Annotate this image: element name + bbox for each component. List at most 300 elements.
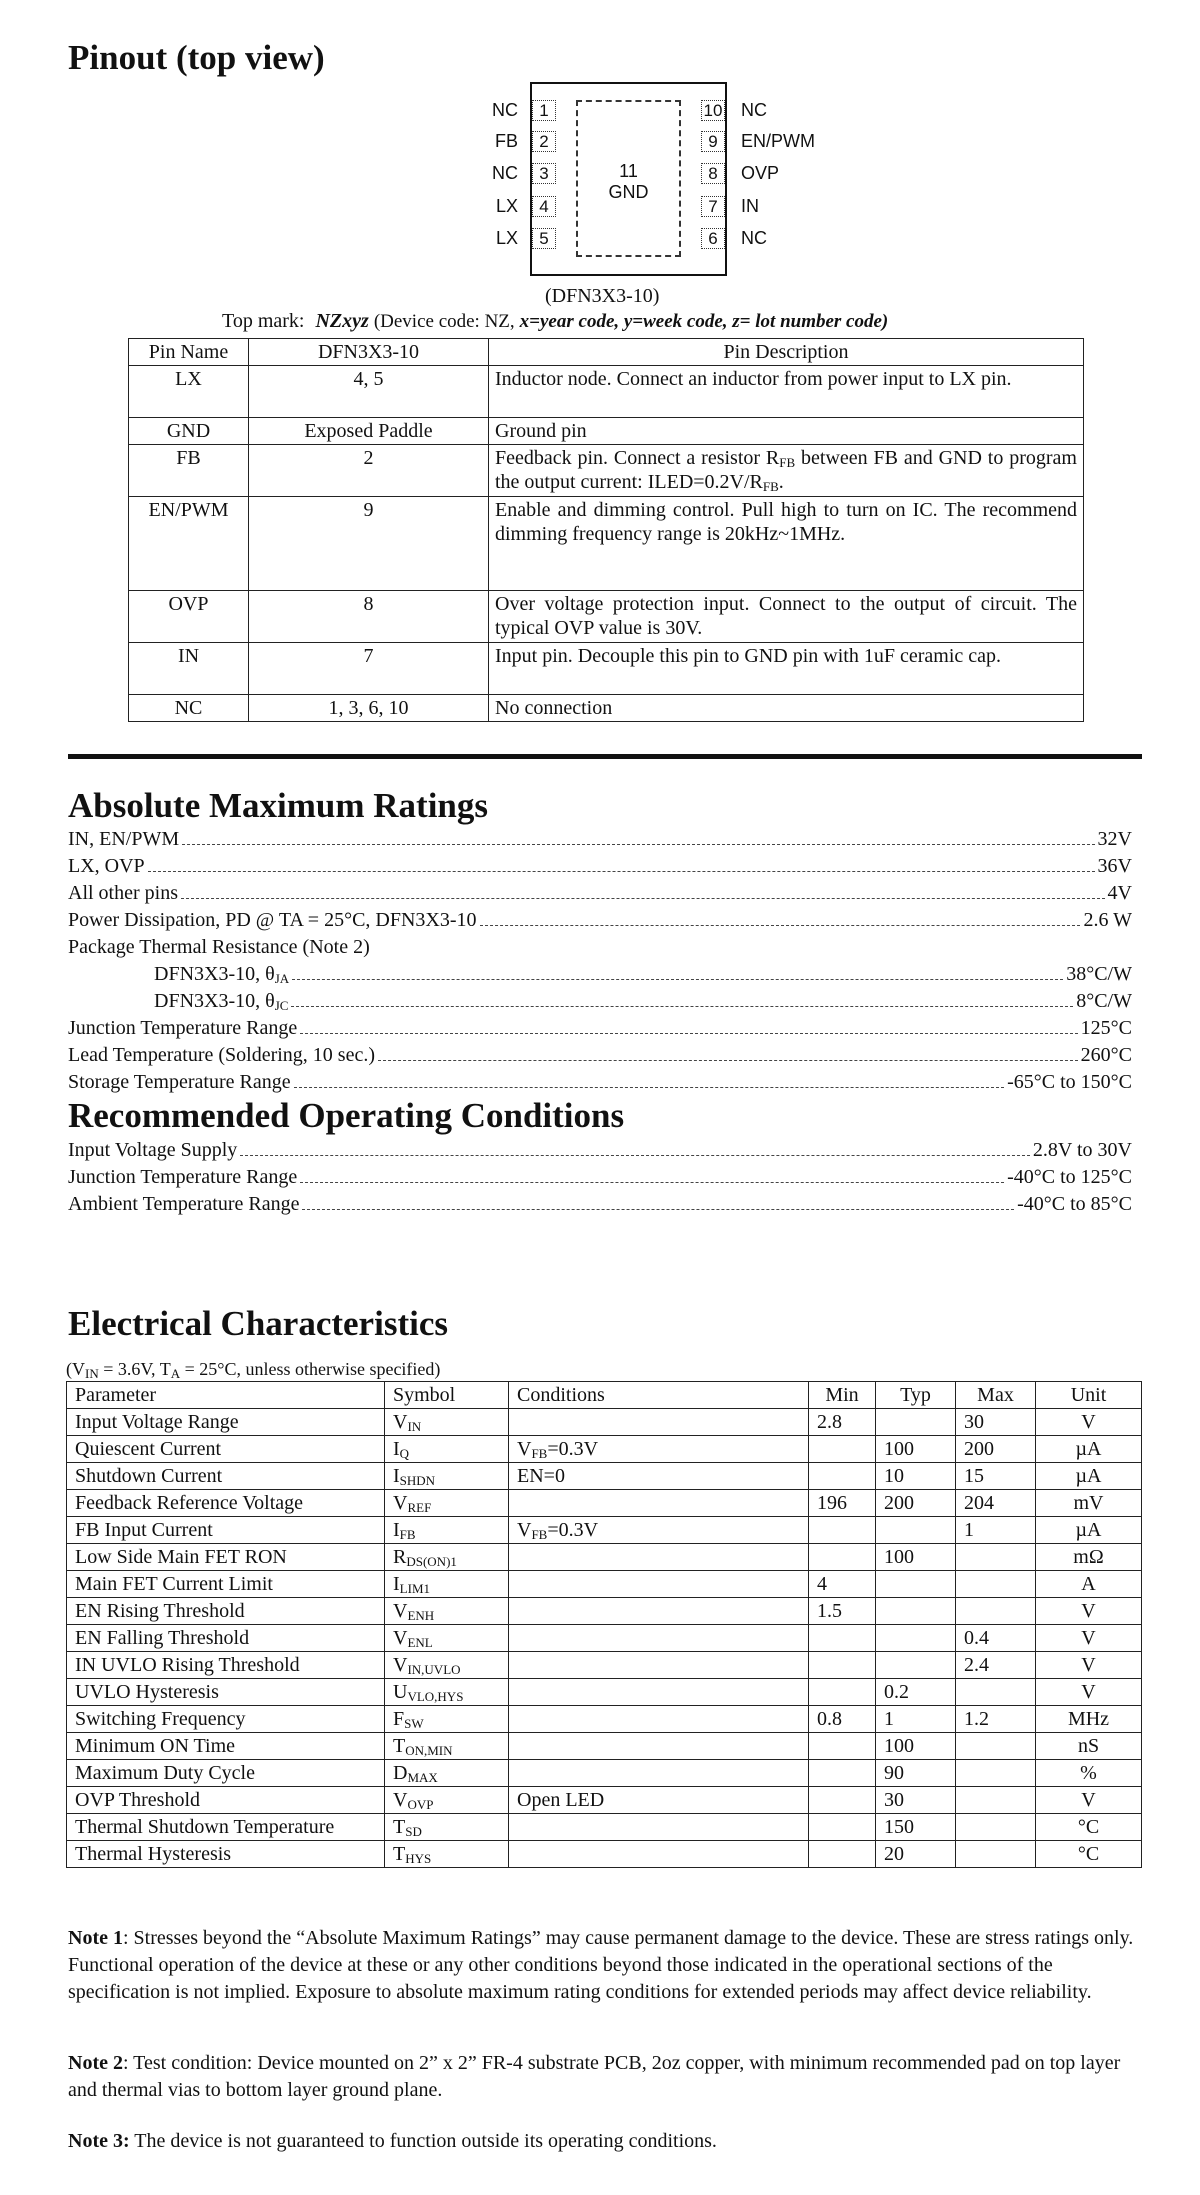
- symbol-sub: Q: [399, 1446, 410, 1461]
- pin-table-row: [129, 418, 1084, 445]
- param-typ: [876, 1598, 956, 1625]
- param-symbol: [385, 1814, 509, 1841]
- leader-dots: [291, 1006, 1073, 1007]
- param-u: µA: [1036, 1517, 1142, 1544]
- symbol-main: R: [393, 1546, 407, 1568]
- symbol-main: D: [393, 1762, 408, 1784]
- param-min: [809, 1436, 876, 1463]
- param-min: [809, 1652, 876, 1679]
- param-symbol: [385, 1436, 509, 1463]
- pin-name: EN/PWM: [129, 497, 249, 591]
- param-name: Shutdown Current: [67, 1463, 385, 1490]
- rating-row: [68, 1164, 1132, 1191]
- param-u: °C: [1036, 1841, 1142, 1868]
- rating-label: [154, 961, 289, 988]
- pin-desc-part: FB: [762, 479, 779, 494]
- param-symbol: [385, 1652, 509, 1679]
- rating-value: 260°C: [1080, 1044, 1132, 1066]
- param-symbol: [385, 1544, 509, 1571]
- pin-description: Ground pin: [489, 418, 1084, 445]
- elec-row: [67, 1517, 1142, 1544]
- pin-name: GND: [129, 418, 249, 445]
- pin-desc-part: .: [778, 471, 784, 493]
- param-symbol: [385, 1706, 509, 1733]
- pin-number-right: 6: [701, 228, 725, 249]
- pin-description-table: [128, 338, 1084, 722]
- pin-table-row: [129, 643, 1084, 695]
- param-typ: [876, 1571, 956, 1598]
- param-symbol: [385, 1760, 509, 1787]
- note: [68, 2128, 1148, 2155]
- param-max: [956, 1760, 1036, 1787]
- param-name: Quiescent Current: [67, 1436, 385, 1463]
- pin-name: LX: [129, 366, 249, 418]
- param-name: Main FET Current Limit: [67, 1571, 385, 1598]
- param-max: 2.4: [956, 1652, 1036, 1679]
- symbol-main: I: [393, 1465, 400, 1487]
- note: [68, 2050, 1148, 2104]
- param-typ: 1: [876, 1706, 956, 1733]
- param-min: [809, 1517, 876, 1544]
- param-min: [809, 1679, 876, 1706]
- top-mark: [222, 310, 888, 333]
- elec-header: Symbol: [385, 1382, 509, 1409]
- note-label: Note 2: [68, 2052, 123, 2074]
- symbol-sub: SHDN: [399, 1473, 436, 1488]
- rating-label: [68, 1137, 237, 1164]
- rating-value: 125°C: [1080, 1017, 1132, 1039]
- param-typ: 100: [876, 1544, 956, 1571]
- param-symbol: [385, 1841, 509, 1868]
- param-min: [809, 1814, 876, 1841]
- cond-c: = 25°C, unless otherwise specified): [180, 1359, 441, 1379]
- rating-label-text: Junction Temperature Range: [68, 1166, 298, 1188]
- param-min: 2.8: [809, 1409, 876, 1436]
- param-conditions: [509, 1490, 809, 1517]
- rating-label-sub: JC: [274, 998, 289, 1013]
- param-conditions: [509, 1760, 809, 1787]
- param-max: 204: [956, 1490, 1036, 1517]
- note: [68, 1925, 1148, 2006]
- param-u: µA: [1036, 1463, 1142, 1490]
- note-label: Note 1: [68, 1927, 123, 1949]
- symbol-main: T: [393, 1843, 406, 1865]
- elec-header: Typ: [876, 1382, 956, 1409]
- rating-label: [68, 880, 178, 907]
- rating-row: [68, 826, 1132, 853]
- param-min: [809, 1625, 876, 1652]
- cond-main: EN=0: [517, 1465, 565, 1487]
- elec-conditions: [66, 1358, 440, 1380]
- rating-label-text: LX, OVP: [68, 855, 145, 877]
- cond-main: V: [517, 1519, 532, 1541]
- elec-header: Parameter: [67, 1382, 385, 1409]
- param-max: [956, 1733, 1036, 1760]
- rating-label-text: Power Dissipation, PD @ TA = 25°C, DFN3X3-10: [68, 909, 477, 931]
- param-max: 1.2: [956, 1706, 1036, 1733]
- symbol-main: V: [393, 1411, 408, 1433]
- pin-description: No connection: [489, 695, 1084, 722]
- pin-number-right: 10: [701, 100, 725, 121]
- param-symbol: [385, 1463, 509, 1490]
- cond-main: V: [517, 1438, 532, 1460]
- rating-label: [68, 1015, 297, 1042]
- param-typ: 10: [876, 1463, 956, 1490]
- param-conditions: [509, 1598, 809, 1625]
- pin-number-left: 5: [532, 228, 556, 249]
- leader-dots: [378, 1060, 1078, 1061]
- note-text: The device is not guaranteed to function outside its operating conditions.: [129, 2130, 717, 2152]
- pin-table-row: [129, 695, 1084, 722]
- symbol-main: V: [393, 1627, 408, 1649]
- rating-value: 38°C/W: [1066, 963, 1132, 985]
- pin-number: Exposed Paddle: [249, 418, 489, 445]
- param-typ: [876, 1625, 956, 1652]
- param-u: MHz: [1036, 1706, 1142, 1733]
- pin-number: 2: [249, 445, 489, 497]
- rating-row: [68, 1015, 1132, 1042]
- elec-row: [67, 1490, 1142, 1517]
- param-min: 196: [809, 1490, 876, 1517]
- rating-label: [68, 1042, 375, 1069]
- leader-dots: [480, 925, 1081, 926]
- leader-dots: [294, 1087, 1005, 1088]
- symbol-sub: REF: [407, 1500, 432, 1515]
- rating-row: [68, 1137, 1132, 1164]
- elec-row: [67, 1544, 1142, 1571]
- elec-row: [67, 1679, 1142, 1706]
- package-name: (DFN3X3-10): [545, 285, 660, 307]
- param-max: [956, 1571, 1036, 1598]
- cond-sub: IN: [85, 1366, 99, 1381]
- symbol-sub: LIM1: [399, 1581, 431, 1596]
- param-name: FB Input Current: [67, 1517, 385, 1544]
- symbol-main: F: [393, 1708, 405, 1730]
- pin-number: 8: [249, 591, 489, 643]
- rating-row: [68, 1042, 1132, 1069]
- param-max: [956, 1544, 1036, 1571]
- param-symbol: [385, 1679, 509, 1706]
- param-typ: 200: [876, 1490, 956, 1517]
- param-conditions: [509, 1841, 809, 1868]
- symbol-sub: SW: [404, 1716, 424, 1731]
- param-min: [809, 1463, 876, 1490]
- param-min: [809, 1841, 876, 1868]
- rating-label: [154, 988, 288, 1015]
- param-symbol: [385, 1625, 509, 1652]
- rating-label: [68, 826, 179, 853]
- pinout-title: Pinout (top view): [68, 38, 325, 77]
- exposed-pad: [576, 100, 681, 257]
- param-u: %: [1036, 1760, 1142, 1787]
- param-conditions: [509, 1517, 809, 1544]
- top-mark-desc-b: x=year code, y=week code, z= lot number code): [519, 311, 889, 332]
- leader-dots: [300, 1033, 1077, 1034]
- param-min: 1.5: [809, 1598, 876, 1625]
- rating-label: [68, 853, 145, 880]
- symbol-sub: IN: [407, 1419, 422, 1434]
- symbol-main: I: [393, 1438, 400, 1460]
- param-u: mV: [1036, 1490, 1142, 1517]
- param-typ: [876, 1409, 956, 1436]
- param-u: A: [1036, 1571, 1142, 1598]
- param-symbol: [385, 1490, 509, 1517]
- param-name: Switching Frequency: [67, 1706, 385, 1733]
- param-min: [809, 1760, 876, 1787]
- rating-label-text: IN, EN/PWM: [68, 828, 180, 850]
- pin-desc-part: Feedback pin. Connect a resistor R: [495, 447, 780, 469]
- elec-row: [67, 1598, 1142, 1625]
- param-u: V: [1036, 1598, 1142, 1625]
- elec-row: [67, 1760, 1142, 1787]
- param-name: Low Side Main FET RON: [67, 1544, 385, 1571]
- pin-number-right: 8: [701, 163, 725, 184]
- elec-header: Min: [809, 1382, 876, 1409]
- cond-tail: =0.3V: [547, 1438, 599, 1460]
- elec-title: Electrical Characteristics: [68, 1304, 448, 1343]
- rec-op-title: Recommended Operating Conditions: [68, 1096, 625, 1135]
- pad-label: GND: [608, 182, 649, 202]
- leader-dots: [181, 898, 1105, 899]
- rating-label-text: Ambient Temperature Range: [68, 1193, 300, 1215]
- leader-dots: [148, 871, 1095, 872]
- rating-value: 2.6 W: [1083, 909, 1132, 931]
- param-name: IN UVLO Rising Threshold: [67, 1652, 385, 1679]
- param-symbol: [385, 1517, 509, 1544]
- param-max: 1: [956, 1517, 1036, 1544]
- rating-label: [68, 907, 477, 934]
- param-conditions: [509, 1544, 809, 1571]
- param-symbol: [385, 1733, 509, 1760]
- pin-name: IN: [129, 643, 249, 695]
- elec-header: Conditions: [509, 1382, 809, 1409]
- param-conditions: [509, 1436, 809, 1463]
- cond-a: (V: [66, 1359, 85, 1379]
- param-conditions: [509, 1625, 809, 1652]
- note-text: : Test condition: Device mounted on 2” x 2” FR-4 substrate PCB, 2oz copper, with minimum recommended pad on top layer and thermal vias to bottom layer ground plane.: [68, 2052, 1121, 2101]
- param-name: EN Rising Threshold: [67, 1598, 385, 1625]
- elec-header: Unit: [1036, 1382, 1142, 1409]
- rating-row: [68, 1069, 1132, 1096]
- rating-value: -65°C to 150°C: [1007, 1071, 1132, 1093]
- rating-value: 36V: [1097, 855, 1132, 877]
- pin-table-row: [129, 497, 1084, 591]
- param-typ: 150: [876, 1814, 956, 1841]
- rating-label-text: Input Voltage Supply: [68, 1139, 238, 1161]
- param-u: V: [1036, 1625, 1142, 1652]
- rating-label-sub: JA: [274, 971, 290, 986]
- symbol-main: I: [393, 1519, 400, 1541]
- elec-row: [67, 1463, 1142, 1490]
- param-typ: 100: [876, 1436, 956, 1463]
- elec-row: [67, 1706, 1142, 1733]
- param-symbol: [385, 1571, 509, 1598]
- chip-outline: [530, 82, 727, 276]
- cond-sub2: A: [170, 1366, 181, 1381]
- leader-dots: [182, 844, 1094, 845]
- pin-label-left: FB: [494, 131, 518, 151]
- rating-label-text: Package Thermal Resistance (Note 2): [68, 936, 370, 958]
- pin-label-right: NC: [741, 228, 767, 248]
- param-symbol: [385, 1598, 509, 1625]
- abs-max-title: Absolute Maximum Ratings: [68, 786, 489, 825]
- symbol-sub: ENH: [407, 1608, 435, 1623]
- param-name: OVP Threshold: [67, 1787, 385, 1814]
- pin-desc-part: between FB and GND to program the output current: ILED=0.2V/R: [495, 447, 1077, 493]
- param-u: V: [1036, 1409, 1142, 1436]
- note-text: : Stresses beyond the “Absolute Maximum Ratings” may cause permanent damage to the device. These are stress ratings only. Functional operation of the device at these or any other conditions beyond those indicated in the operational sections of the specification is not implied. Exposure to absolute maximum rating conditions for extended periods may affect device reliability.: [68, 1927, 1134, 2003]
- param-max: [956, 1787, 1036, 1814]
- leader-dots: [300, 1182, 1004, 1183]
- cond-b: = 3.6V, T: [98, 1359, 171, 1379]
- pin-table-header: Pin Description: [489, 339, 1084, 366]
- param-name: EN Falling Threshold: [67, 1625, 385, 1652]
- param-conditions: [509, 1652, 809, 1679]
- pin-table-header: Pin Name: [129, 339, 249, 366]
- param-conditions: [509, 1679, 809, 1706]
- rating-row: [68, 907, 1132, 934]
- param-u: µA: [1036, 1436, 1142, 1463]
- rating-label: [68, 1164, 297, 1191]
- param-conditions: [509, 1409, 809, 1436]
- symbol-sub: MAX: [407, 1770, 438, 1785]
- rating-row: [154, 961, 1132, 988]
- pin-number-right: 9: [701, 131, 725, 152]
- param-typ: 100: [876, 1733, 956, 1760]
- param-min: [809, 1544, 876, 1571]
- param-u: V: [1036, 1787, 1142, 1814]
- rating-label-text: Storage Temperature Range: [68, 1071, 291, 1093]
- cond-sub: FB: [531, 1446, 548, 1461]
- param-max: 15: [956, 1463, 1036, 1490]
- pin-description: Over voltage protection input. Connect to the output of circuit. The typical OVP value is 30V.: [489, 591, 1084, 643]
- note-label: Note 3:: [68, 2130, 130, 2152]
- param-name: Thermal Shutdown Temperature: [67, 1814, 385, 1841]
- rating-label-text: DFN3X3-10, θ: [154, 963, 275, 985]
- pin-number: 4, 5: [249, 366, 489, 418]
- param-min: [809, 1787, 876, 1814]
- cond-main: Open LED: [517, 1789, 605, 1811]
- rating-value: 8°C/W: [1076, 990, 1132, 1012]
- cond-tail: =0.3V: [547, 1519, 599, 1541]
- elec-row: [67, 1814, 1142, 1841]
- symbol-main: V: [393, 1600, 408, 1622]
- pin-description: Input pin. Decouple this pin to GND pin with 1uF ceramic cap.: [489, 643, 1084, 695]
- pin-number-left: 4: [532, 196, 556, 217]
- symbol-sub: OVP: [407, 1797, 434, 1812]
- param-symbol: [385, 1409, 509, 1436]
- rating-row: [68, 1191, 1132, 1218]
- param-typ: 20: [876, 1841, 956, 1868]
- param-name: Maximum Duty Cycle: [67, 1760, 385, 1787]
- elec-row: [67, 1436, 1142, 1463]
- symbol-main: T: [393, 1816, 406, 1838]
- rating-label-text: DFN3X3-10, θ: [154, 990, 275, 1012]
- leader-dots: [240, 1155, 1030, 1156]
- param-name: Feedback Reference Voltage: [67, 1490, 385, 1517]
- pin-table-header: DFN3X3-10: [249, 339, 489, 366]
- electrical-table: [66, 1381, 1142, 1868]
- rating-row: [68, 934, 1132, 961]
- param-u: V: [1036, 1652, 1142, 1679]
- param-max: 0.4: [956, 1625, 1036, 1652]
- param-typ: 30: [876, 1787, 956, 1814]
- param-conditions: [509, 1787, 809, 1814]
- elec-row: [67, 1625, 1142, 1652]
- param-name: Thermal Hysteresis: [67, 1841, 385, 1868]
- rating-label-text: Junction Temperature Range: [68, 1017, 298, 1039]
- elec-row: [67, 1787, 1142, 1814]
- symbol-sub: FB: [399, 1527, 416, 1542]
- rating-row: [154, 988, 1132, 1015]
- elec-row: [67, 1841, 1142, 1868]
- pin-desc-part: FB: [779, 455, 796, 470]
- param-u: nS: [1036, 1733, 1142, 1760]
- pin-table-row: [129, 366, 1084, 418]
- param-max: 30: [956, 1409, 1036, 1436]
- rating-label: [68, 934, 370, 961]
- pin-number: 1, 3, 6, 10: [249, 695, 489, 722]
- symbol-sub: ON,MIN: [405, 1743, 453, 1758]
- pin-number-left: 1: [532, 100, 556, 121]
- top-mark-desc-a: (Device code: NZ,: [373, 311, 515, 332]
- param-conditions: [509, 1814, 809, 1841]
- symbol-sub: HYS: [405, 1851, 432, 1866]
- pin-description: Inductor node. Connect an inductor from power input to LX pin.: [489, 366, 1084, 418]
- param-symbol: [385, 1787, 509, 1814]
- pin-table-row: [129, 591, 1084, 643]
- rating-label-text: Lead Temperature (Soldering, 10 sec.): [68, 1044, 376, 1066]
- pin-description: [489, 445, 1084, 497]
- param-max: [956, 1841, 1036, 1868]
- symbol-main: T: [393, 1735, 406, 1757]
- param-name: Minimum ON Time: [67, 1733, 385, 1760]
- elec-row: [67, 1571, 1142, 1598]
- param-typ: [876, 1652, 956, 1679]
- pad-number: 11: [619, 161, 638, 181]
- cond-sub: FB: [531, 1527, 548, 1542]
- param-min: 4: [809, 1571, 876, 1598]
- rating-value: 4V: [1107, 882, 1132, 904]
- symbol-sub: ENL: [407, 1635, 433, 1650]
- param-name: UVLO Hysteresis: [67, 1679, 385, 1706]
- symbol-sub: DS(ON)1: [406, 1554, 457, 1569]
- param-u: mΩ: [1036, 1544, 1142, 1571]
- pin-name: FB: [129, 445, 249, 497]
- section-divider: [68, 754, 1142, 759]
- pin-label-left: NC: [492, 163, 518, 183]
- param-u: V: [1036, 1679, 1142, 1706]
- param-conditions: [509, 1571, 809, 1598]
- rating-value: 32V: [1097, 828, 1132, 850]
- param-conditions: [509, 1706, 809, 1733]
- pin-label-right: EN/PWM: [741, 131, 815, 151]
- pin-number-left: 3: [532, 163, 556, 184]
- param-max: [956, 1679, 1036, 1706]
- pin-table-row: [129, 445, 1084, 497]
- pin-number-right: 7: [701, 196, 725, 217]
- param-max: [956, 1814, 1036, 1841]
- top-mark-label: Top mark:: [222, 310, 305, 332]
- pin-name: OVP: [129, 591, 249, 643]
- pin-label-left: LX: [495, 196, 518, 216]
- symbol-main: V: [393, 1654, 408, 1676]
- rating-value: -40°C to 85°C: [1017, 1193, 1132, 1215]
- param-min: [809, 1733, 876, 1760]
- rating-label-text: All other pins: [68, 882, 178, 904]
- pin-number: 9: [249, 497, 489, 591]
- rating-value: -40°C to 125°C: [1007, 1166, 1132, 1188]
